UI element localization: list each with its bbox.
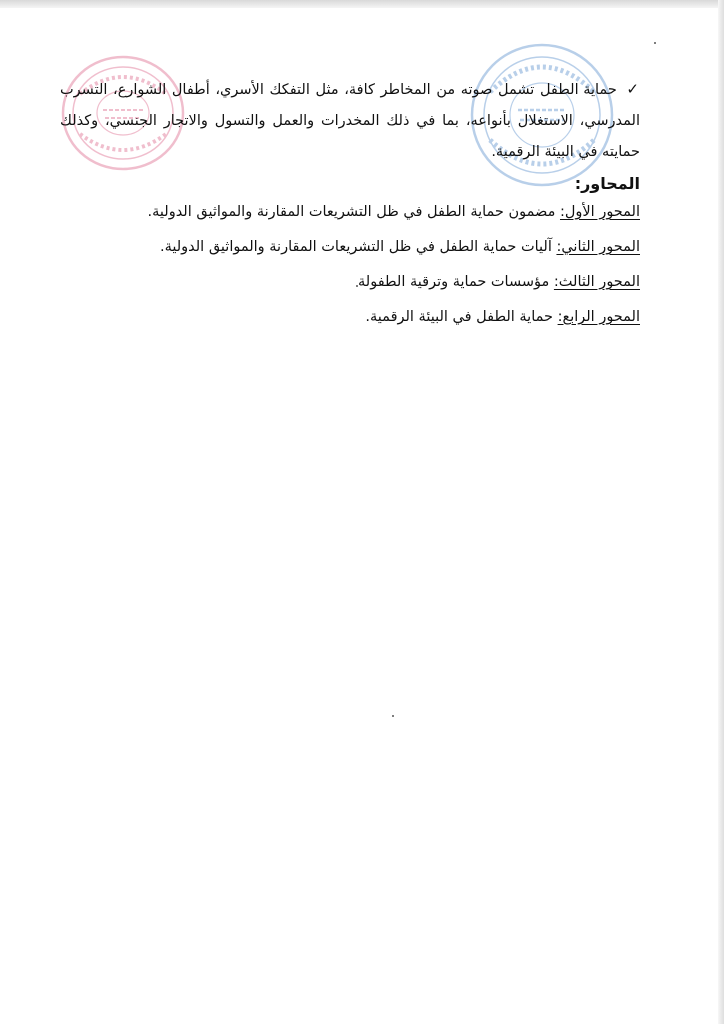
scan-top-edge: [0, 0, 724, 8]
scan-speck: [654, 42, 656, 44]
axis-text: حماية الطفل في البيئة الرقمية.: [365, 309, 558, 325]
scan-speck: [356, 285, 358, 287]
axis-item-1: [60, 201, 640, 223]
checkmark-icon: ✓: [626, 80, 640, 98]
scan-right-edge: [718, 0, 724, 1024]
bullet-text: حماية الطفل تشمل صوته من المخاطر كافة، مثل التفكك الأسري، أطفال الشوارع، التسرب المدرسي، الاستغلال بأنواعه، بما في ذلك المخدرات والعمل والتسول والاتجار الجنسي، وكذلك حمايته في البيئة الرقمية.: [60, 82, 640, 160]
axis-label: المحور الرابع:: [557, 309, 640, 325]
axis-label: المحور الثالث:: [553, 274, 640, 290]
axis-label: المحور الأول:: [559, 204, 640, 220]
axis-item-3: [60, 271, 640, 293]
axes-heading: المحاور:: [574, 174, 640, 193]
axis-text: مضمون حماية الطفل في ظل التشريعات المقارنة والمواثيق الدولية.: [147, 204, 560, 220]
axis-label: المحور الثاني:: [556, 239, 640, 255]
bullet-paragraph: [60, 74, 640, 168]
axis-item-2: [60, 236, 640, 258]
axis-text: مؤسسات حماية وترقية الطفولة: [358, 274, 554, 290]
scan-speck: [392, 715, 394, 717]
document-body: [60, 74, 640, 341]
axis-text: آليات حماية الطفل في ظل التشريعات المقارنة والمواثيق الدولية.: [159, 239, 557, 255]
axis-item-4: [60, 306, 640, 328]
